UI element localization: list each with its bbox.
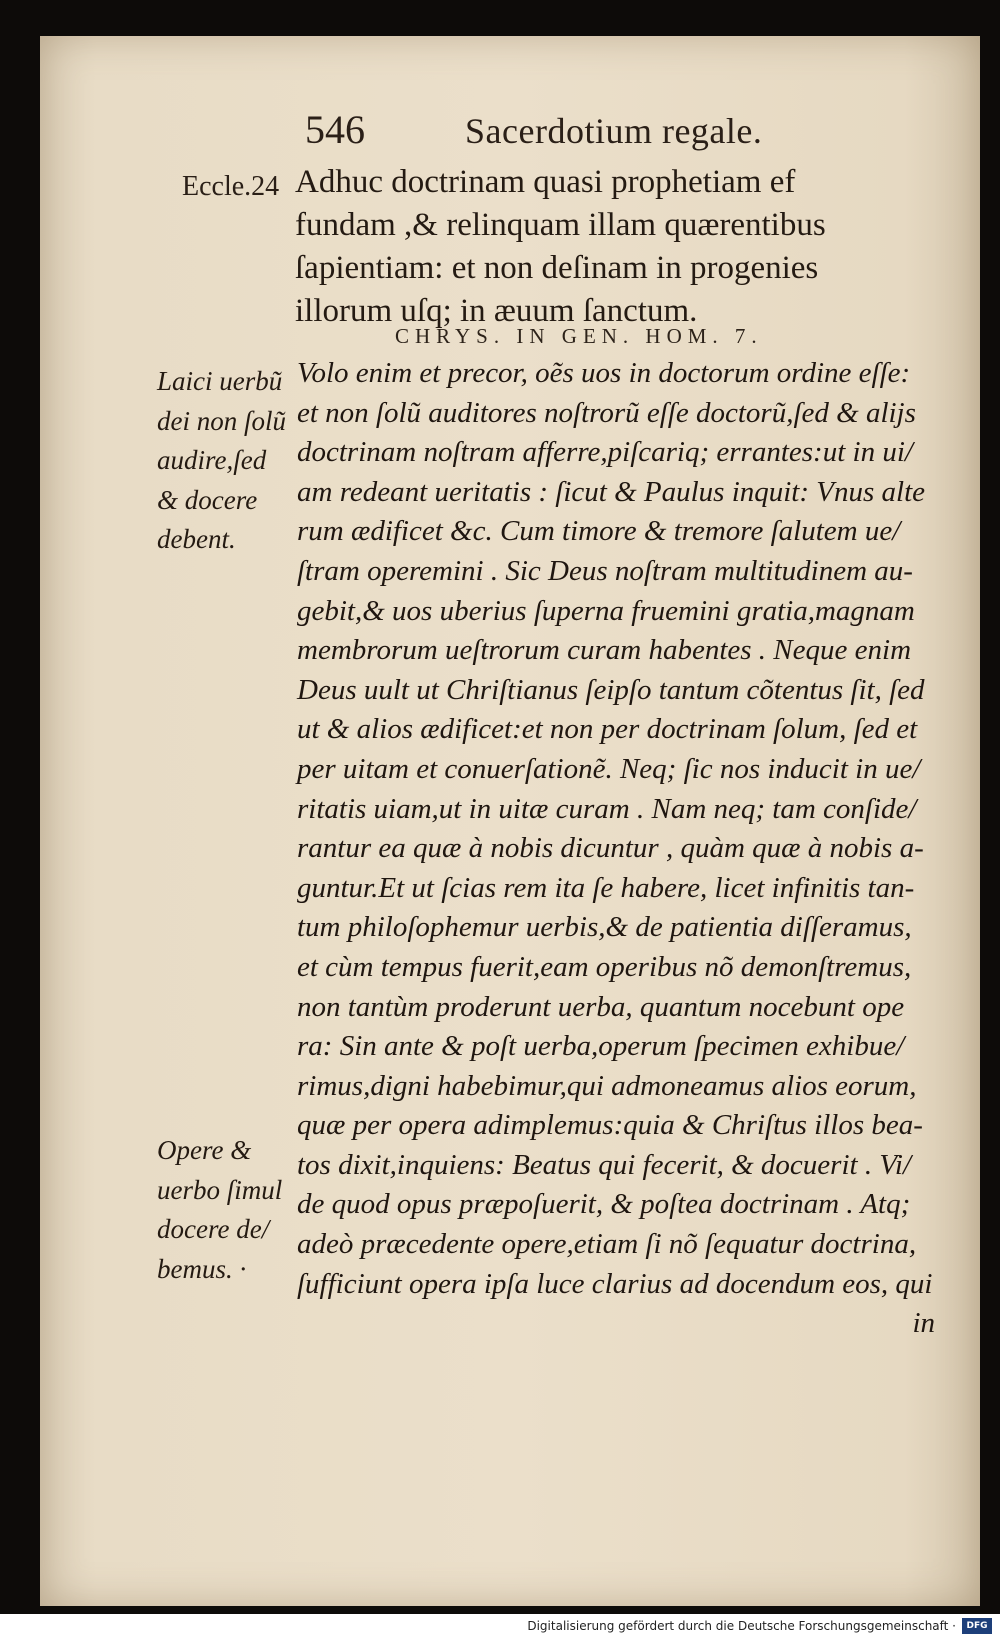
text-line: rum ædificet &c. Cum timore & tremore ſalutem ue/ [297,515,901,548]
scripture-reference: Eccle.24 [182,171,280,202]
scripture-line: Adhuc doctrinam quasi prophetiam ef [295,164,796,200]
scripture-line: illorum uſq; in æuum ſanctum. [295,293,698,329]
book-page [40,36,980,1606]
catchword: in [912,1307,935,1340]
footer-strip [0,1614,1000,1640]
margin-note-line: Opere & [157,1135,252,1165]
text-line: et cùm tempus fuerit,eam operibus nõ demonſtremus, [297,950,912,983]
source-heading: CHRYS. IN GEN. HOM. 7. [395,324,763,348]
page-header [40,106,980,166]
text-line: rimus,digni habebimur,qui admoneamus alios eorum, [297,1069,917,1102]
text-line: adeò præcedente opere,etiam ſi nõ ſequatur doctrina, [297,1228,917,1261]
margin-note-line: dei non ſolũ [157,405,286,436]
text-line: de quod opus præpoſuerit, & poſtea doctrinam . Atq; [297,1188,911,1221]
margin-note-line: bemus. · [157,1253,247,1284]
text-line: non tantùm proderunt uerba, quantum nocebunt ope [297,990,905,1023]
text-line: ritatis uiam,ut in uitæ curam . Nam neq; tam conſide/ [297,792,917,825]
text-line: ra: Sin ante & poſt uerba,operum ſpecimen exhibue/ [297,1030,905,1063]
text-line: ſufficiunt opera ipſa luce clarius ad docendum eos, qui [297,1267,933,1300]
text-line: doctrinam noſtram afferre,piſcariq; errantes:ut in ui/ [297,436,913,469]
margin-note-line: & docere [157,484,258,515]
margin-note-line: audire,ſed [157,445,267,476]
scripture-line: fundam ,& relinquam illam quærentibus [295,207,826,243]
margin-note-line: debent. [157,524,236,555]
dfg-logo: DFG [962,1618,992,1634]
margin-note [157,1131,282,1289]
text-line: gebit,& uos uberius ſuperna fruemini gratia,magnam [297,594,915,627]
text-line: rantur ea quæ à nobis dicuntur , quàm quæ à nobis a- [297,832,924,865]
main-text-block [297,354,937,1344]
margin-note-line: docere de/ [157,1214,270,1245]
page-number: 546 [305,107,365,152]
margin-note-line: Laici uerbũ [157,366,283,396]
text-line: et non ſolũ auditores noſtrorũ eſſe doctorũ,ſed & alijs [297,396,916,429]
text-line: ut & alios ædificet:et non per doctrinam ſolum, ſed et [297,713,918,746]
text-line: am redeant ueritatis : ſicut & Paulus inquit: Vnus alte [297,475,926,508]
text-line: ſtram operemini . Sic Deus noſtram multitudinem au- [297,554,913,587]
text-line: Deus uult ut Chriſtianus ſeipſo tantum cõtentus ſit, ſed [297,673,925,706]
running-title: Sacerdotium regale. [465,111,763,151]
text-line: tos dixit,inquiens: Beatus qui fecerit, & docuerit . Vi/ [297,1148,911,1181]
scripture-line: ſapientiam: et non deſinam in progenies [295,250,819,286]
margin-note [157,362,286,560]
text-line: tum philoſophemur uerbis,& de patientia diſſeramus, [297,911,912,944]
text-line: per uitam et conuerſationẽ. Neq; ſic nos inducit in ue/ [297,752,921,785]
text-line: membrorum ueſtrorum curam habentes . Neque enim [297,634,912,667]
margin-note-line: uerbo ſimul [157,1174,283,1205]
digitization-credit: Digitalisierung gefördert durch die Deutsche Forschungsgemeinschaft · [527,1619,956,1633]
text-line: Volo enim et precor, oẽs uos in doctorum ordine eſſe: [297,357,911,389]
scripture-lines [295,161,935,333]
text-line: quæ per opera adimplemus:quia & Chriſtus illos bea- [297,1109,923,1142]
text-line: guntur.Et ut ſcias rem ita ſe habere, licet infinitis tan- [297,871,915,904]
